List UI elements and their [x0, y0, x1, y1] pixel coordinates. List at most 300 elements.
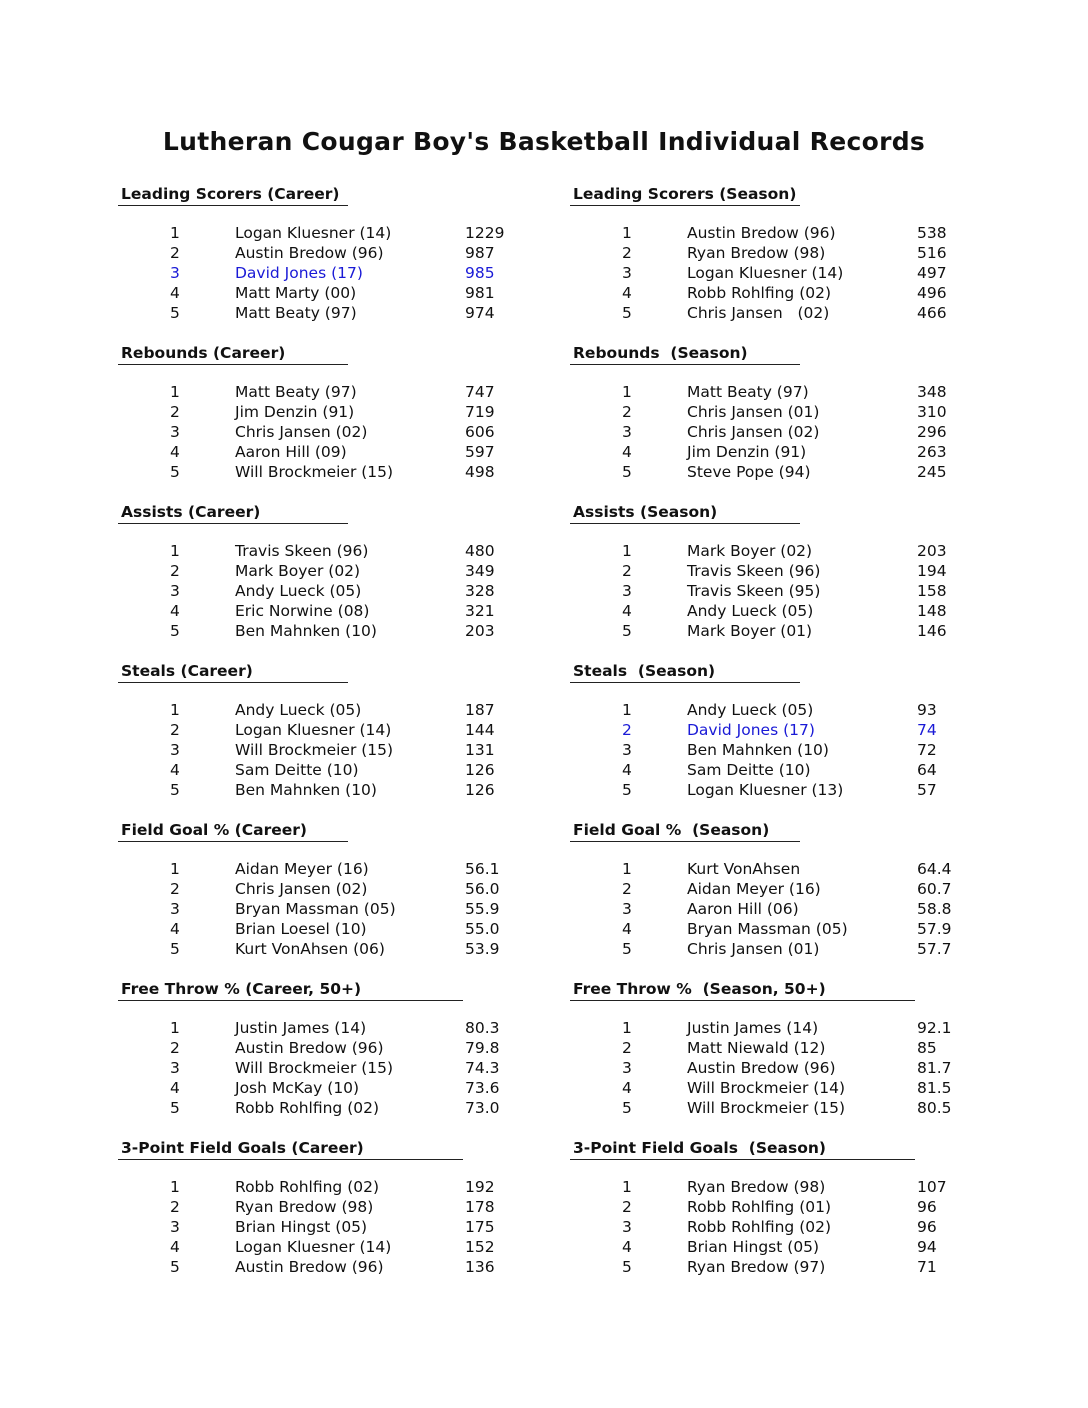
record-value: 981 — [465, 283, 495, 302]
record-row — [118, 880, 578, 900]
rank: 2 — [170, 720, 180, 739]
record-value: 466 — [917, 303, 947, 322]
record-value: 144 — [465, 720, 495, 739]
section-heading: Field Goal % (Career) — [118, 818, 348, 842]
player-name: Austin Bredow (96) — [687, 1058, 836, 1077]
rank: 5 — [622, 1257, 632, 1276]
rank: 5 — [170, 1098, 180, 1117]
rank: 4 — [622, 601, 632, 620]
rank: 3 — [170, 581, 180, 600]
player-name: Sam Deitte (10) — [687, 760, 811, 779]
player-name: Logan Kluesner (14) — [687, 263, 844, 282]
record-row — [570, 1258, 1030, 1278]
player-name: Logan Kluesner (13) — [687, 780, 844, 799]
rank: 1 — [622, 1178, 632, 1196]
record-value: 192 — [465, 1178, 495, 1196]
record-row — [570, 304, 1030, 324]
record-row — [570, 423, 1030, 443]
record-value: 719 — [465, 402, 495, 421]
record-value: 56.1 — [465, 860, 500, 878]
record-value: 96 — [917, 1197, 937, 1216]
record-value: 55.9 — [465, 899, 500, 918]
record-row — [118, 1258, 578, 1278]
rank: 3 — [622, 1217, 632, 1236]
player-name: Ben Mahnken (10) — [235, 621, 377, 640]
player-name: Andy Lueck (05) — [235, 701, 362, 719]
rank: 2 — [622, 243, 632, 262]
record-row — [118, 244, 578, 264]
record-value: 81.7 — [917, 1058, 952, 1077]
record-value: 57.9 — [917, 919, 952, 938]
player-name: David Jones (17) — [687, 720, 815, 739]
season-records-column — [570, 182, 1030, 1295]
player-name: Will Brockmeier (14) — [687, 1078, 846, 1097]
rank: 5 — [622, 303, 632, 322]
section-heading: Field Goal % (Season) — [570, 818, 800, 842]
record-row — [570, 721, 1030, 741]
record-value: 73.0 — [465, 1098, 500, 1117]
player-name: Josh McKay (10) — [235, 1078, 360, 1097]
record-value: 985 — [465, 263, 495, 282]
player-name: Chris Jansen (01) — [687, 402, 820, 421]
record-row — [570, 880, 1030, 900]
record-value: 80.5 — [917, 1098, 952, 1117]
section-heading: Leading Scorers (Career) — [118, 182, 348, 206]
record-row — [118, 423, 578, 443]
record-row — [118, 781, 578, 801]
player-name: Eric Norwine (08) — [235, 601, 370, 620]
rank: 4 — [622, 1078, 632, 1097]
record-value: 203 — [917, 542, 947, 560]
rank: 1 — [170, 1178, 180, 1196]
record-row — [570, 940, 1030, 960]
record-row — [118, 582, 578, 602]
record-row — [118, 383, 578, 403]
rank: 2 — [170, 879, 180, 898]
record-row — [118, 1238, 578, 1258]
player-name: Kurt VonAhsen (06) — [235, 939, 385, 958]
rank: 4 — [170, 283, 180, 302]
record-row — [118, 463, 578, 483]
record-section-3-point-field-goals-career — [118, 1136, 578, 1295]
player-name: Ben Mahnken (10) — [687, 740, 829, 759]
record-row — [570, 900, 1030, 920]
player-name: Matt Marty (00) — [235, 283, 357, 302]
record-row — [570, 1099, 1030, 1119]
player-name: Robb Rohlfing (02) — [687, 1217, 832, 1236]
player-name: Ben Mahnken (10) — [235, 780, 377, 799]
record-list — [118, 383, 578, 482]
record-value: 1229 — [465, 224, 505, 242]
record-section-assists-career — [118, 500, 578, 659]
record-value: 57.7 — [917, 939, 952, 958]
record-value: 310 — [917, 402, 947, 421]
player-name: Austin Bredow (96) — [687, 224, 836, 242]
player-name: Travis Skeen (96) — [235, 542, 369, 560]
player-name: Andy Lueck (05) — [687, 601, 814, 620]
record-value: 349 — [465, 561, 495, 580]
rank: 3 — [170, 899, 180, 918]
player-name: Travis Skeen (96) — [687, 561, 821, 580]
rank: 2 — [170, 402, 180, 421]
rank: 2 — [170, 1038, 180, 1057]
record-row — [570, 622, 1030, 642]
record-value: 187 — [465, 701, 495, 719]
record-row — [118, 1059, 578, 1079]
record-row — [570, 741, 1030, 761]
rank: 3 — [622, 422, 632, 441]
record-value: 245 — [917, 462, 947, 481]
record-list — [570, 1019, 1030, 1118]
player-name: Steve Pope (94) — [687, 462, 811, 481]
section-heading: 3-Point Field Goals (Season) — [570, 1136, 915, 1160]
record-row — [570, 1198, 1030, 1218]
record-value: 146 — [917, 621, 947, 640]
record-row — [118, 761, 578, 781]
record-section-assists-season — [570, 500, 1030, 659]
player-name: Sam Deitte (10) — [235, 760, 359, 779]
rank: 3 — [622, 740, 632, 759]
record-list — [118, 701, 578, 800]
player-name: Justin James (14) — [235, 1019, 367, 1037]
rank: 4 — [170, 1078, 180, 1097]
player-name: Ryan Bredow (98) — [687, 1178, 826, 1196]
record-section-rebounds-season — [570, 341, 1030, 500]
rank: 1 — [622, 383, 632, 401]
record-value: 152 — [465, 1237, 495, 1256]
rank: 4 — [170, 919, 180, 938]
record-value: 194 — [917, 561, 947, 580]
section-heading: Leading Scorers (Season) — [570, 182, 800, 206]
player-name: Travis Skeen (95) — [687, 581, 821, 600]
record-value: 94 — [917, 1237, 937, 1256]
record-value: 148 — [917, 601, 947, 620]
player-name: Justin James (14) — [687, 1019, 819, 1037]
record-row — [118, 721, 578, 741]
rank: 4 — [170, 442, 180, 461]
record-value: 263 — [917, 442, 947, 461]
rank: 1 — [170, 860, 180, 878]
record-row — [570, 562, 1030, 582]
rank: 1 — [622, 224, 632, 242]
rank: 5 — [170, 462, 180, 481]
rank: 5 — [170, 780, 180, 799]
rank: 2 — [170, 1197, 180, 1216]
rank: 2 — [170, 561, 180, 580]
player-name: Will Brockmeier (15) — [235, 1058, 394, 1077]
player-name: Will Brockmeier (15) — [687, 1098, 846, 1117]
player-name: Chris Jansen (01) — [687, 939, 820, 958]
rank: 3 — [170, 1058, 180, 1077]
record-row — [118, 701, 578, 721]
record-value: 126 — [465, 780, 495, 799]
record-value: 56.0 — [465, 879, 500, 898]
record-list — [570, 860, 1030, 959]
player-name: Matt Beaty (97) — [687, 383, 809, 401]
player-name: David Jones (17) — [235, 263, 363, 282]
record-row — [118, 304, 578, 324]
record-value: 516 — [917, 243, 947, 262]
record-list — [118, 224, 578, 323]
record-list — [118, 1178, 578, 1277]
player-name: Aidan Meyer (16) — [235, 860, 369, 878]
rank: 5 — [622, 1098, 632, 1117]
record-row — [570, 284, 1030, 304]
record-row — [118, 224, 578, 244]
player-name: Ryan Bredow (98) — [235, 1197, 374, 1216]
rank: 4 — [170, 1237, 180, 1256]
record-value: 53.9 — [465, 939, 500, 958]
record-row — [570, 602, 1030, 622]
record-value: 974 — [465, 303, 495, 322]
record-row — [118, 1079, 578, 1099]
record-value: 321 — [465, 601, 495, 620]
rank: 2 — [622, 402, 632, 421]
rank: 2 — [622, 1038, 632, 1057]
record-row — [118, 1099, 578, 1119]
record-row — [570, 860, 1030, 880]
record-section-3-point-field-goals-season — [570, 1136, 1030, 1295]
section-heading: Rebounds (Season) — [570, 341, 800, 365]
record-row — [118, 1198, 578, 1218]
player-name: Robb Rohlfing (02) — [235, 1178, 380, 1196]
rank: 2 — [170, 243, 180, 262]
player-name: Bryan Massman (05) — [235, 899, 396, 918]
section-heading: Assists (Season) — [570, 500, 800, 524]
record-value: 747 — [465, 383, 495, 401]
rank: 3 — [170, 1217, 180, 1236]
player-name: Aidan Meyer (16) — [687, 879, 821, 898]
record-value: 131 — [465, 740, 495, 759]
player-name: Ryan Bredow (98) — [687, 243, 826, 262]
rank: 2 — [622, 561, 632, 580]
record-section-field-goal-pct-season — [570, 818, 1030, 977]
record-value: 80.3 — [465, 1019, 500, 1037]
record-row — [570, 463, 1030, 483]
player-name: Robb Rohlfing (02) — [687, 283, 832, 302]
record-value: 987 — [465, 243, 495, 262]
section-heading: Steals (Season) — [570, 659, 800, 683]
player-name: Logan Kluesner (14) — [235, 224, 392, 242]
record-value: 64.4 — [917, 860, 952, 878]
record-row — [570, 244, 1030, 264]
player-name: Chris Jansen (02) — [687, 422, 820, 441]
record-value: 538 — [917, 224, 947, 242]
rank: 3 — [170, 740, 180, 759]
player-name: Matt Beaty (97) — [235, 303, 357, 322]
rank: 2 — [622, 1197, 632, 1216]
player-name: Jim Denzin (91) — [235, 402, 355, 421]
record-list — [570, 383, 1030, 482]
record-value: 158 — [917, 581, 947, 600]
player-name: Austin Bredow (96) — [235, 1038, 384, 1057]
record-row — [570, 443, 1030, 463]
record-row — [118, 1178, 578, 1198]
player-name: Andy Lueck (05) — [687, 701, 814, 719]
section-heading: 3-Point Field Goals (Career) — [118, 1136, 463, 1160]
rank: 3 — [622, 899, 632, 918]
rank: 5 — [170, 621, 180, 640]
record-value: 92.1 — [917, 1019, 952, 1037]
record-row — [118, 940, 578, 960]
player-name: Mark Boyer (01) — [687, 621, 813, 640]
record-row — [118, 741, 578, 761]
record-row — [118, 1039, 578, 1059]
record-section-steals-season — [570, 659, 1030, 818]
rank: 1 — [170, 383, 180, 401]
record-row — [118, 284, 578, 304]
player-name: Chris Jansen (02) — [687, 303, 830, 322]
rank: 2 — [622, 720, 632, 739]
record-list — [118, 860, 578, 959]
record-row — [570, 920, 1030, 940]
record-row — [570, 403, 1030, 423]
player-name: Logan Kluesner (14) — [235, 1237, 392, 1256]
player-name: Austin Bredow (96) — [235, 1257, 384, 1276]
record-row — [118, 1019, 578, 1039]
page-title: Lutheran Cougar Boy's Basketball Individual Records — [162, 127, 926, 156]
record-list — [570, 1178, 1030, 1277]
record-value: 328 — [465, 581, 495, 600]
record-value: 126 — [465, 760, 495, 779]
rank: 1 — [622, 860, 632, 878]
record-row — [118, 542, 578, 562]
record-section-free-throw-pct-career-50 — [118, 977, 578, 1136]
player-name: Brian Hingst (05) — [687, 1237, 820, 1256]
rank: 5 — [170, 1257, 180, 1276]
player-name: Will Brockmeier (15) — [235, 740, 394, 759]
record-value: 73.6 — [465, 1078, 500, 1097]
record-row — [118, 1218, 578, 1238]
record-row — [118, 920, 578, 940]
record-row — [118, 622, 578, 642]
record-row — [118, 860, 578, 880]
player-name: Jim Denzin (91) — [687, 442, 807, 461]
record-value: 597 — [465, 442, 495, 461]
rank: 1 — [622, 1019, 632, 1037]
record-value: 175 — [465, 1217, 495, 1236]
section-heading: Free Throw % (Career, 50+) — [118, 977, 463, 1001]
record-value: 72 — [917, 740, 937, 759]
player-name: Mark Boyer (02) — [235, 561, 361, 580]
record-value: 74 — [917, 720, 937, 739]
player-name: Chris Jansen (02) — [235, 879, 368, 898]
record-value: 348 — [917, 383, 947, 401]
rank: 3 — [170, 422, 180, 441]
record-row — [118, 403, 578, 423]
rank: 1 — [170, 224, 180, 242]
record-row — [570, 761, 1030, 781]
record-row — [118, 562, 578, 582]
record-value: 178 — [465, 1197, 495, 1216]
rank: 4 — [622, 283, 632, 302]
record-section-leading-scorers-career — [118, 182, 578, 341]
record-row — [118, 264, 578, 284]
player-name: Logan Kluesner (14) — [235, 720, 392, 739]
rank: 4 — [622, 919, 632, 938]
record-row — [570, 1059, 1030, 1079]
player-name: Brian Loesel (10) — [235, 919, 367, 938]
record-row — [570, 1218, 1030, 1238]
player-name: Kurt VonAhsen — [687, 860, 801, 878]
rank: 1 — [622, 542, 632, 560]
player-name: Andy Lueck (05) — [235, 581, 362, 600]
record-section-rebounds-career — [118, 341, 578, 500]
player-name: Aaron Hill (06) — [687, 899, 799, 918]
record-row — [118, 443, 578, 463]
record-value: 203 — [465, 621, 495, 640]
record-list — [570, 224, 1030, 323]
section-heading: Assists (Career) — [118, 500, 348, 524]
record-value: 498 — [465, 462, 495, 481]
record-row — [118, 602, 578, 622]
player-name: Bryan Massman (05) — [687, 919, 848, 938]
record-value: 57 — [917, 780, 937, 799]
section-heading: Steals (Career) — [118, 659, 348, 683]
rank: 1 — [622, 701, 632, 719]
record-value: 60.7 — [917, 879, 952, 898]
record-row — [570, 1178, 1030, 1198]
player-name: Brian Hingst (05) — [235, 1217, 368, 1236]
rank: 5 — [170, 939, 180, 958]
record-row — [570, 1079, 1030, 1099]
rank: 4 — [622, 442, 632, 461]
record-value: 136 — [465, 1257, 495, 1276]
rank: 5 — [170, 303, 180, 322]
rank: 3 — [622, 1058, 632, 1077]
record-row — [570, 264, 1030, 284]
record-row — [570, 224, 1030, 244]
record-value: 497 — [917, 263, 947, 282]
record-value: 606 — [465, 422, 495, 441]
rank: 1 — [170, 701, 180, 719]
rank: 2 — [622, 879, 632, 898]
rank: 4 — [170, 601, 180, 620]
record-value: 296 — [917, 422, 947, 441]
player-name: Will Brockmeier (15) — [235, 462, 394, 481]
record-value: 85 — [917, 1038, 937, 1057]
record-value: 81.5 — [917, 1078, 952, 1097]
player-name: Robb Rohlfing (01) — [687, 1197, 832, 1216]
record-row — [570, 1238, 1030, 1258]
player-name: Matt Niewald (12) — [687, 1038, 826, 1057]
record-value: 107 — [917, 1178, 947, 1196]
record-value: 64 — [917, 760, 937, 779]
record-row — [570, 1019, 1030, 1039]
player-name: Ryan Bredow (97) — [687, 1257, 826, 1276]
record-list — [570, 701, 1030, 800]
record-list — [570, 542, 1030, 641]
rank: 5 — [622, 780, 632, 799]
rank: 4 — [170, 760, 180, 779]
record-value: 480 — [465, 542, 495, 560]
record-row — [570, 582, 1030, 602]
section-heading: Free Throw % (Season, 50+) — [570, 977, 915, 1001]
player-name: Robb Rohlfing (02) — [235, 1098, 380, 1117]
record-list — [118, 542, 578, 641]
rank: 5 — [622, 621, 632, 640]
record-row — [570, 1039, 1030, 1059]
player-name: Austin Bredow (96) — [235, 243, 384, 262]
rank: 3 — [622, 581, 632, 600]
player-name: Chris Jansen (02) — [235, 422, 368, 441]
rank: 4 — [622, 760, 632, 779]
record-value: 93 — [917, 701, 937, 719]
rank: 1 — [170, 542, 180, 560]
record-section-free-throw-pct-season-50 — [570, 977, 1030, 1136]
player-name: Aaron Hill (09) — [235, 442, 347, 461]
section-heading: Rebounds (Career) — [118, 341, 348, 365]
